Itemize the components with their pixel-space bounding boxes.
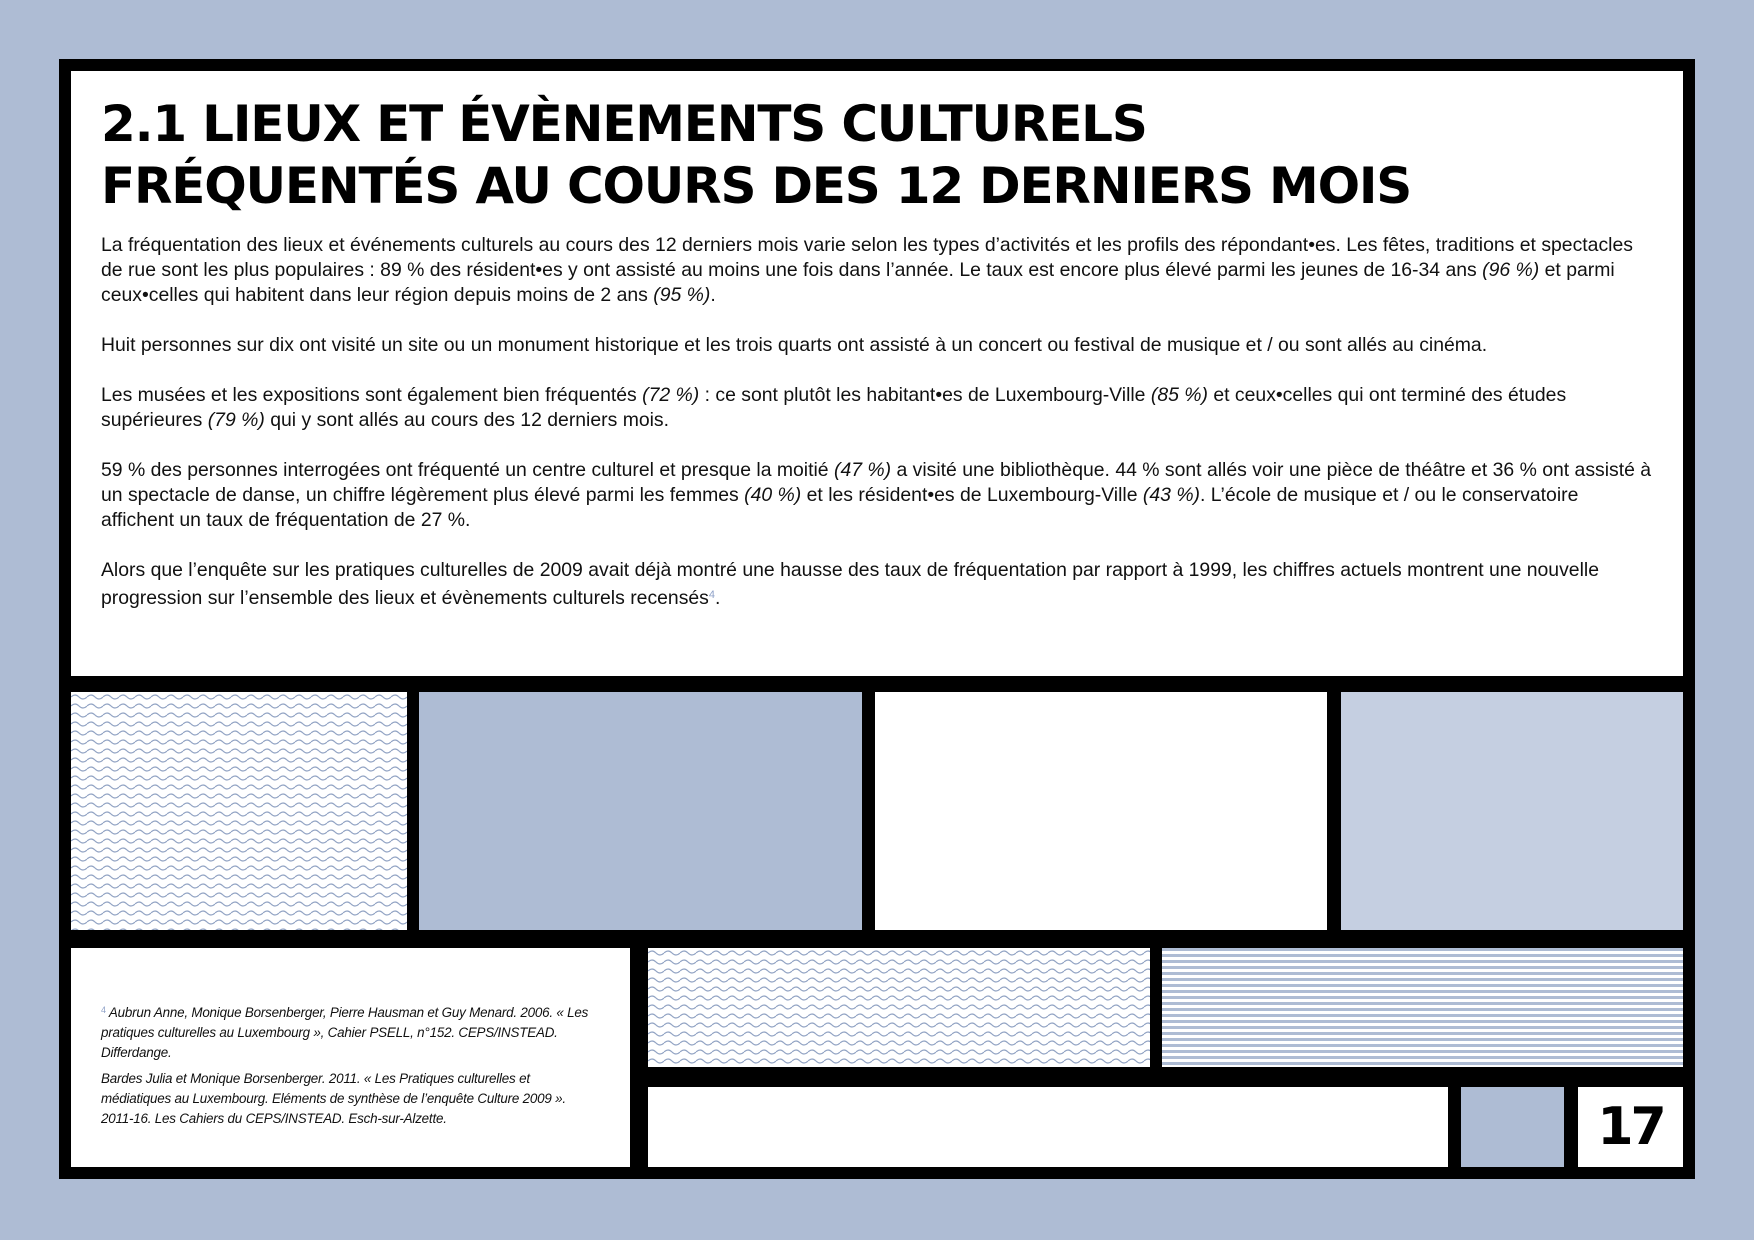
page-number: 17 <box>1578 1087 1683 1167</box>
decor-block-blue-1 <box>419 692 862 930</box>
text-run: Les musées et les expositions sont également bien fréquentés <box>101 384 643 406</box>
decor-block-blue-2 <box>1461 1087 1564 1167</box>
text-run-italic: (95 %) <box>653 284 711 306</box>
footnote-text: Bardes Julia et Monique Borsenberger. 2011. « Les Pratiques culturelles et médiatiques au Luxembourg. Eléments de synthèse de l’enquête Culture 2009 ». 2011-16. Les Cahiers du CEPS/INSTEAD. Esch-sur-Alzette. <box>101 1071 566 1126</box>
text-run-italic: (96 %) <box>1482 259 1540 281</box>
text-run: et ceux•celles qui ont terminé des études supérieures <box>101 384 1567 431</box>
text-run: : ce sont plutôt les habitant•es de Luxembourg-Ville <box>699 384 1151 406</box>
paragraph-5 <box>101 558 1653 611</box>
text-run-italic: (72 %) <box>642 384 700 406</box>
footnote-reference: 4 <box>708 589 716 601</box>
decor-block-wavy-1 <box>71 692 407 930</box>
text-run: La fréquentation des lieux et événements culturels au cours des 12 derniers mois varie selon les types d’activités et les profils des répondant•es. Les fêtes, traditions et spectacles de rue sont les plus populaires : 89 % des résident•es y ont assisté au moins une fois dans l’année. Le taux est encore plus élevé parmi les jeunes de 16-34 ans <box>101 234 1633 281</box>
footnote-text: Aubrun Anne, Monique Borsenberger, Pierre Hausman et Guy Menard. 2006. « Les pratiques culturelles au Luxembourg », Cahier PSELL, n°152. CEPS/INSTEAD. Differdange. <box>101 1005 589 1060</box>
text-run: . <box>715 587 721 609</box>
text-run-italic: (85 %) <box>1150 384 1208 406</box>
decor-block-white-2 <box>648 1087 1448 1167</box>
decor-block-white-1 <box>875 692 1327 930</box>
decor-block-striped <box>1162 948 1683 1067</box>
text-run: Alors que l’enquête sur les pratiques culturelles de 2009 avait déjà montré une hausse des taux de fréquentation par rapport à 1999, les chiffres actuels montrent une nouvelle progression sur l’ensemble des lieux et évènements culturels recensés <box>101 559 1599 609</box>
text-run: et les résident•es de Luxembourg-Ville <box>801 484 1143 506</box>
text-run-italic: (43 %) <box>1142 484 1201 506</box>
page-title <box>101 93 1653 217</box>
text-run: . L’école de musique et / ou le conservatoire affichent un taux de fréquentation de 27 %. <box>101 484 1579 531</box>
text-run: 59 % des personnes interrogées ont fréquenté un centre culturel et presque la moitié <box>101 459 834 481</box>
footnote-2 <box>101 1069 600 1129</box>
footnote-1 <box>101 1000 600 1063</box>
paragraph-2: Huit personnes sur dix ont visité un site ou un monument historique et les trois quarts ont assisté à un concert ou festival de musique et / ou sont allés au cinéma. <box>101 334 1488 356</box>
title-line-1: 2.1 LIEUX ET ÉVÈNEMENTS CULTURELS <box>101 95 1147 153</box>
decor-block-pale-1 <box>1341 692 1683 930</box>
text-run-italic: (79 %) <box>207 409 265 431</box>
paragraph-1 <box>101 233 1653 308</box>
paragraph-3 <box>101 383 1653 433</box>
text-run: a visité une bibliothèque. 44 % sont allés voir une pièce de théâtre et 36 % ont assisté à un spectacle de danse, un chiffre légèrement plus élevé parmi les femmes <box>101 459 1652 506</box>
mondrian-frame <box>59 59 1695 1179</box>
footnote-marker: 4 <box>101 1005 106 1015</box>
footnotes-panel <box>71 948 630 1167</box>
main-text-panel <box>71 71 1683 676</box>
text-run: . <box>710 284 716 306</box>
decor-block-wavy-2 <box>648 948 1150 1067</box>
title-line-2: FRÉQUENTÉS AU COURS DES 12 DERNIERS MOIS <box>101 157 1412 215</box>
text-run-italic: (40 %) <box>744 484 802 506</box>
text-run-italic: (47 %) <box>833 459 892 481</box>
text-run: qui y sont allés au cours des 12 derniers mois. <box>264 409 670 431</box>
paragraph-4 <box>101 458 1653 533</box>
text-run: et parmi ceux•celles qui habitent dans leur région depuis moins de 2 ans <box>101 259 1615 306</box>
